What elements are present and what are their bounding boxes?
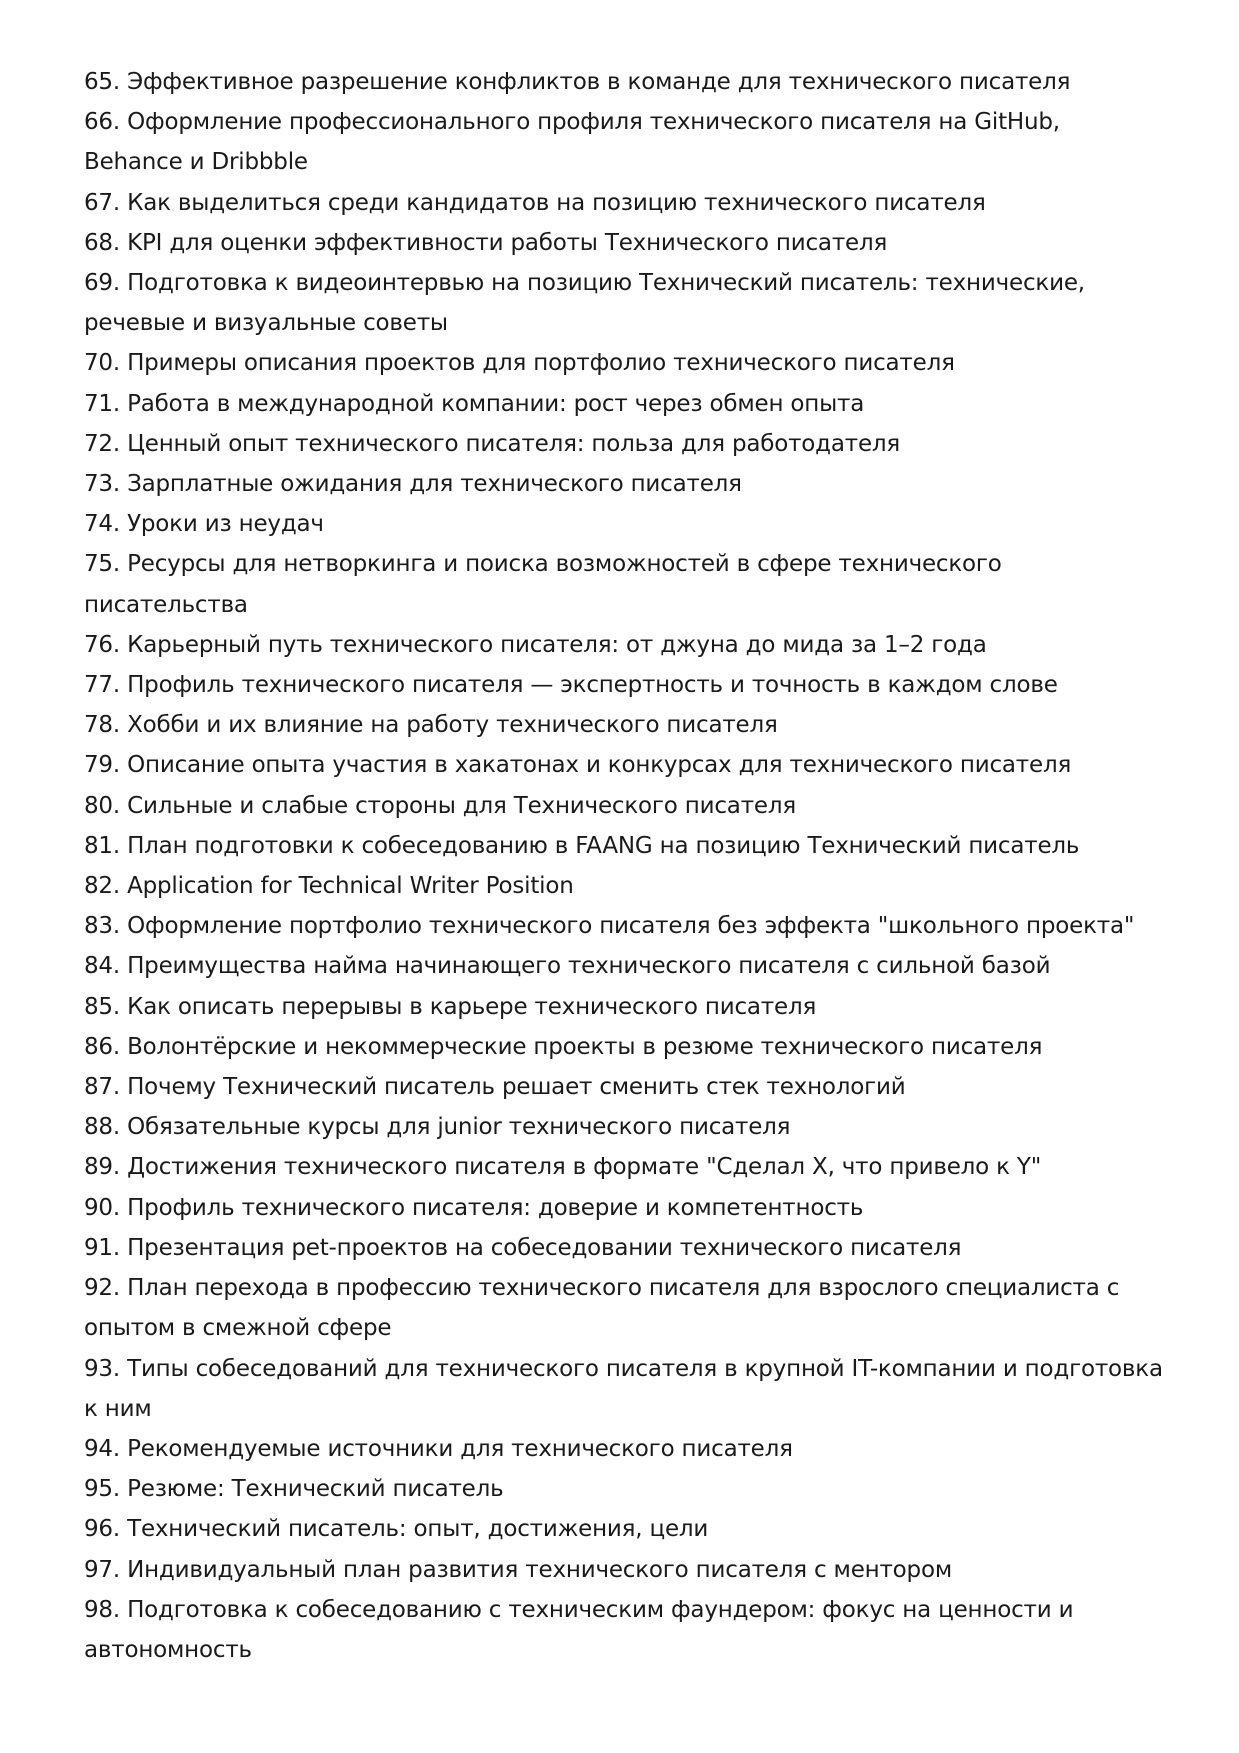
- list-item: 79. Описание опыта участия в хакатонах и конкурсах для технического писателя: [84, 752, 1072, 779]
- list-item: 93. Типы собеседований для технического писателя в крупной IT-компании и подготовка к ним: [84, 1355, 1163, 1422]
- list-item: 95. Резюме: Технический писатель: [84, 1476, 504, 1503]
- list-item: 70. Примеры описания проектов для портфолио технического писателя: [84, 350, 955, 377]
- list-item: 82. Application for Technical Writer Position: [84, 873, 574, 900]
- list-item: 83. Оформление портфолио технического писателя без эффекта "школьного проекта": [84, 913, 1135, 940]
- list-item: 92. План перехода в профессию технического писателя для взрослого специалиста с опытом в смежной сфере: [84, 1275, 1120, 1342]
- list-item: 98. Подготовка к собеседованию с техническим фаундером: фокус на ценности и автономность: [84, 1596, 1074, 1663]
- list-item: 77. Профиль технического писателя — экспертность и точность в каждом слове: [84, 672, 1058, 699]
- list-item: 71. Работа в международной компании: рост через обмен опыта: [84, 390, 865, 417]
- list-item: 81. План подготовки к собеседованию в FAANG на позицию Технический писатель: [84, 832, 1080, 859]
- list-item: 75. Ресурсы для нетворкинга и поиска возможностей в сфере технического писательства: [84, 551, 1002, 618]
- list-item: 67. Как выделиться среди кандидатов на позицию технического писателя: [84, 189, 986, 216]
- list-item: 97. Индивидуальный план развития технического писателя с ментором: [84, 1556, 952, 1583]
- list-item: 91. Презентация pet-проектов на собеседовании технического писателя: [84, 1234, 962, 1261]
- list-item: 88. Обязательные курсы для junior технического писателя: [84, 1114, 791, 1141]
- list-item: 76. Карьерный путь технического писателя: от джуна до мида за 1–2 года: [84, 631, 987, 658]
- topic-list: [84, 62, 1164, 1670]
- list-item: 73. Зарплатные ожидания для технического писателя: [84, 471, 742, 498]
- list-item: 78. Хобби и их влияние на работу технического писателя: [84, 712, 778, 739]
- list-item: 89. Достижения технического писателя в формате "Сделал X, что привело к Y": [84, 1154, 1042, 1181]
- list-item: 65. Эффективное разрешение конфликтов в команде для технического писателя: [84, 69, 1071, 95]
- list-item: 90. Профиль технического писателя: доверие и компетентность: [84, 1194, 864, 1221]
- list-item: 86. Волонтёрские и некоммерческие проекты в резюме технического писателя: [84, 1033, 1043, 1060]
- list-item: 87. Почему Технический писатель решает сменить стек технологий: [84, 1074, 906, 1101]
- list-item: 94. Рекомендуемые источники для технического писателя: [84, 1435, 793, 1462]
- list-item: 85. Как описать перерывы в карьере технического писателя: [84, 993, 817, 1020]
- list-item: 74. Уроки из неудач: [84, 511, 324, 538]
- list-item: 84. Преимущества найма начинающего технического писателя с сильной базой: [84, 953, 1051, 980]
- list-item: 72. Ценный опыт технического писателя: польза для работодателя: [84, 430, 901, 457]
- list-item: 68. KPI для оценки эффективности работы Технического писателя: [84, 229, 888, 256]
- list-item: 80. Сильные и слабые стороны для Технического писателя: [84, 792, 796, 819]
- document-page: [84, 62, 1164, 1670]
- list-item: 66. Оформление профессионального профиля технического писателя на GitHub, Behance и Dribbble: [84, 109, 1060, 176]
- list-item: 96. Технический писатель: опыт, достижения, цели: [84, 1516, 709, 1543]
- list-item: 69. Подготовка к видеоинтервью на позицию Технический писатель: технические, речевые и визуальные советы: [84, 270, 1085, 337]
